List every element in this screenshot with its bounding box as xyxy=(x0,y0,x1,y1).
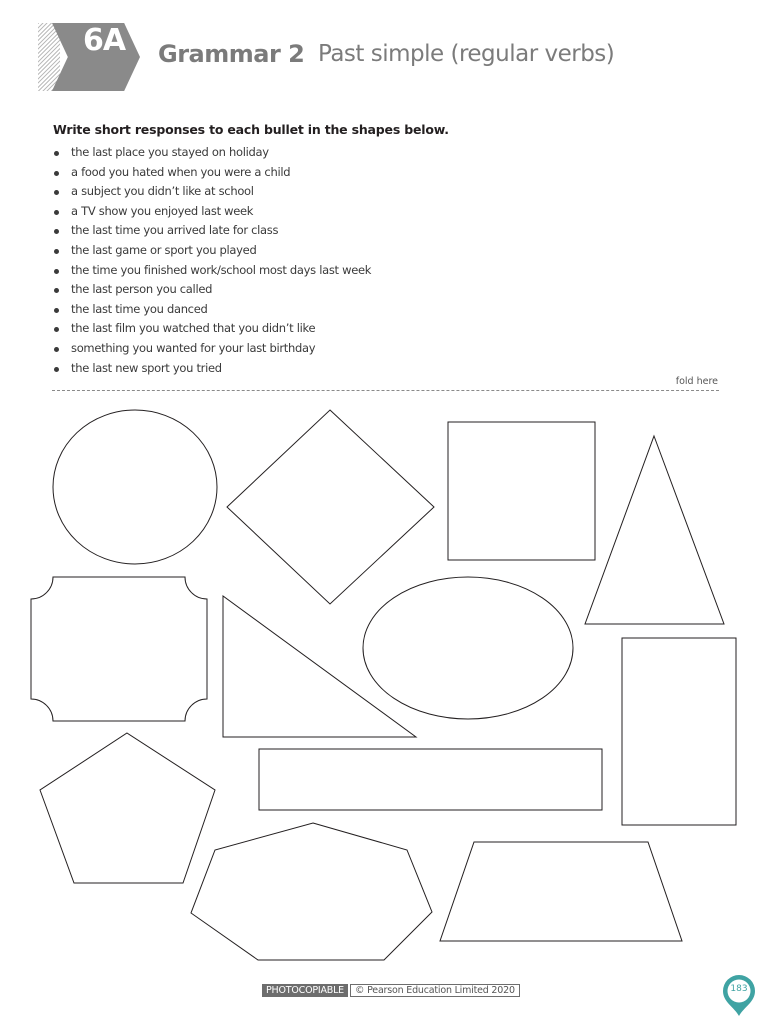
footer xyxy=(262,984,520,997)
list-item-text: the last new sport you tried xyxy=(71,360,222,375)
square-shape[interactable] xyxy=(448,422,595,560)
list-item-text: a subject you didn’t like at school xyxy=(71,184,254,199)
list-item-text: the last time you danced xyxy=(71,301,208,316)
list-item-text: a food you hated when you were a child xyxy=(71,164,291,179)
list-item-text: the last film you watched that you didn’t like xyxy=(71,321,316,336)
copyright-notice: © Pearson Education Limited 2020 xyxy=(350,984,520,997)
list-item-text: the last place you stayed on holiday xyxy=(71,145,269,159)
trapezoid-shape[interactable] xyxy=(440,842,682,941)
list-item-text: the last time you arrived late for class xyxy=(71,223,279,238)
list-item-text: a TV show you enjoyed last week xyxy=(71,203,254,218)
list-item-text: the last person you called xyxy=(71,282,213,297)
octagon-shape[interactable] xyxy=(191,823,432,960)
long-rectangle-shape[interactable] xyxy=(259,749,602,810)
diamond-shape[interactable] xyxy=(227,410,434,604)
page-title: Grammar 2 xyxy=(158,40,305,68)
page-number: 183 xyxy=(730,984,748,994)
page-subtitle: Past simple (regular verbs) xyxy=(318,41,615,67)
notched-rectangle-shape[interactable] xyxy=(31,577,207,721)
right-triangle-shape[interactable] xyxy=(223,596,416,737)
list-item-text: the last game or sport you played xyxy=(71,242,257,257)
page-marker-icon xyxy=(720,972,758,1018)
tall-rectangle-shape[interactable] xyxy=(622,638,736,825)
instructions: Write short responses to each bullet in the shapes below. xyxy=(53,122,449,137)
photocopiable-label: PHOTOCOPIABLE xyxy=(262,984,348,997)
ellipse-shape[interactable] xyxy=(363,577,573,719)
pentagon-shape[interactable] xyxy=(40,733,215,883)
list-item-text: something you wanted for your last birthday xyxy=(71,340,316,355)
fold-label: fold here xyxy=(675,376,718,387)
circle-shape[interactable] xyxy=(53,410,217,564)
list-item-text: the time you finished work/school most days last week xyxy=(71,262,372,277)
unit-code: 6A xyxy=(82,23,126,58)
triangle-shape[interactable] xyxy=(585,436,724,624)
